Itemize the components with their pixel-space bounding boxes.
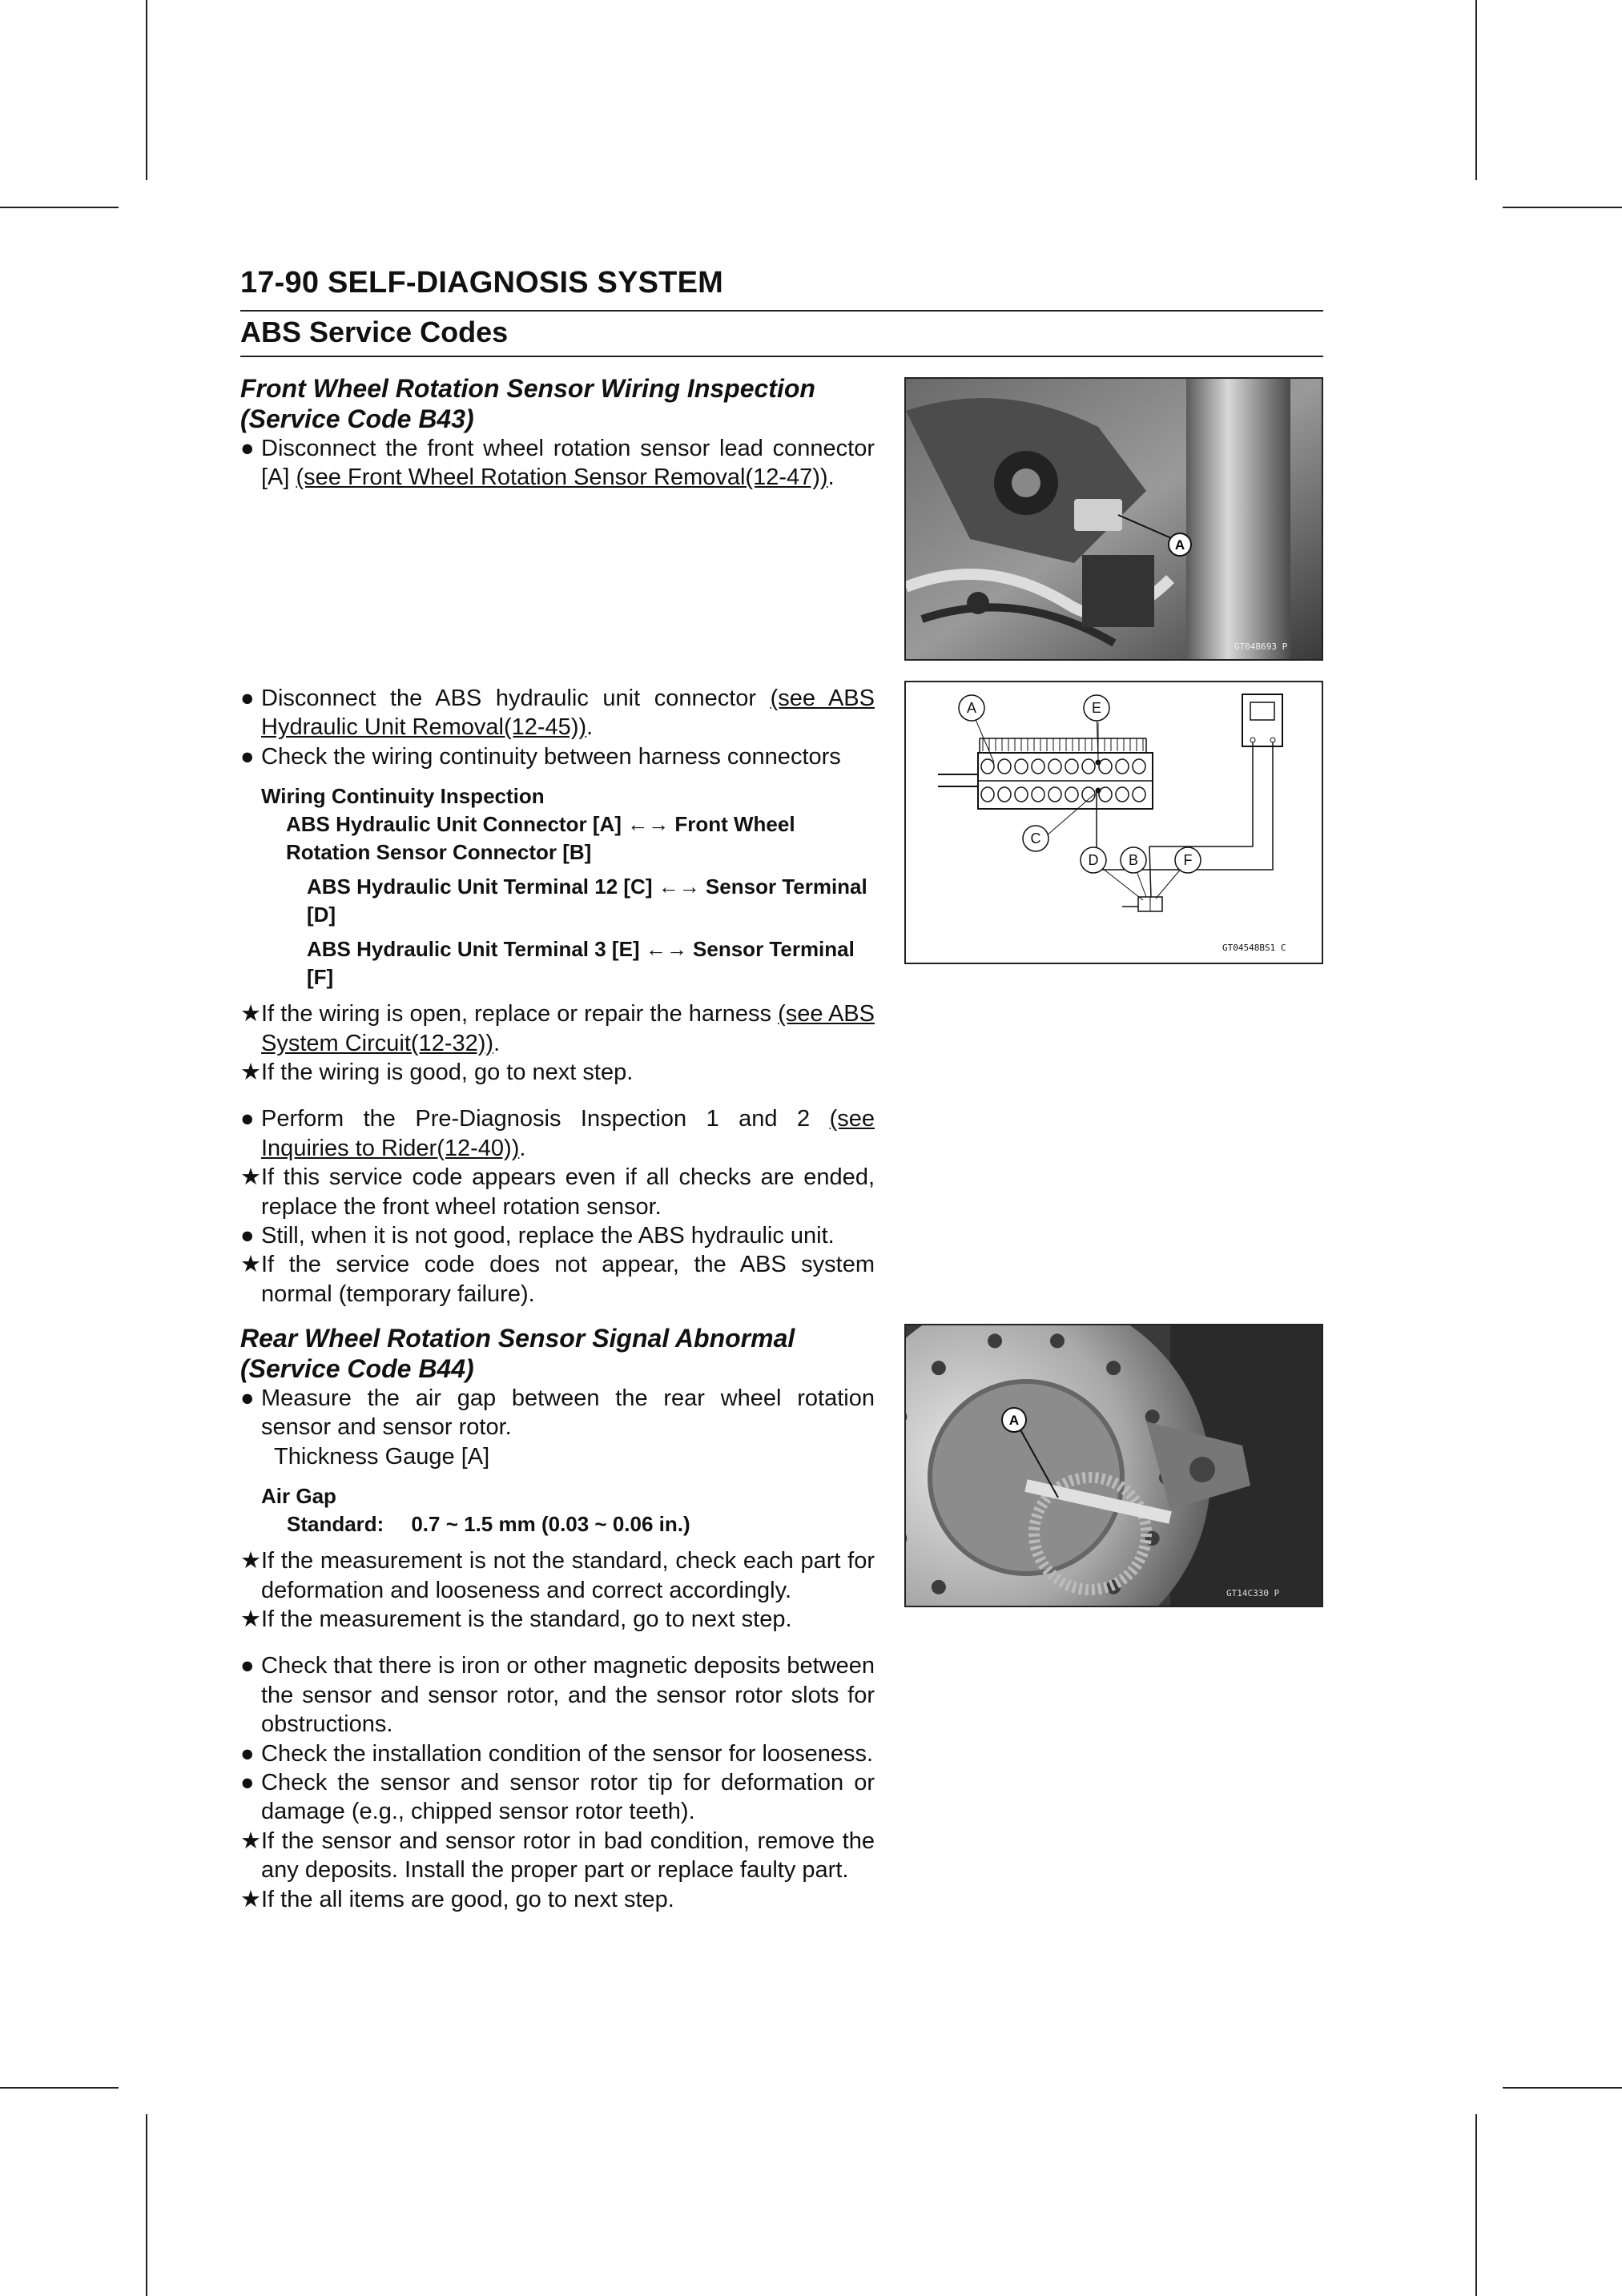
connector-pin	[1116, 759, 1129, 774]
bullet-icon: ●	[240, 1223, 255, 1249]
cross-reference-link[interactable]: (see ABS Hydraulic Unit Removal(12-45))	[261, 686, 875, 741]
connector-pin	[1133, 787, 1145, 802]
connector-pin	[998, 787, 1011, 802]
crop-mark	[1475, 2114, 1477, 2296]
callout-label: A	[1174, 537, 1185, 553]
spec-line: ABS Hydraulic Unit Terminal 3 [E] ←→ Sensor Terminal [F]	[307, 937, 855, 990]
star-icon: ★	[240, 1164, 261, 1191]
connector-pin	[1048, 759, 1061, 774]
connector-pin	[1032, 787, 1044, 802]
front-sensor-connector-photo	[904, 377, 1323, 661]
list-item: ● Disconnect the front wheel rotation sensor lead connector [A] (see Front Wheel Rotation Sensor Removal(12-47)).	[240, 436, 875, 491]
star-icon: ★	[240, 1060, 261, 1086]
crop-mark	[1503, 207, 1622, 208]
rear-sensor-air-gap-photo	[904, 1324, 1323, 1607]
connector-pin	[1015, 787, 1028, 802]
bullet-icon: ●	[240, 436, 255, 461]
cross-reference-link[interactable]: (see Front Wheel Rotation Sensor Removal(12-47))	[296, 464, 828, 491]
connector-pin	[1099, 759, 1112, 774]
spec-line: ABS Hydraulic Unit Terminal 12 [C] ←→ Sensor Terminal [D]	[307, 875, 867, 927]
crop-mark	[146, 2114, 147, 2296]
list-item: ● Measure the air gap between the rear wheel rotation sensor and sensor rotor. Thickness Gauge [A]	[240, 1384, 875, 1471]
section1-wiring	[240, 684, 875, 1309]
list-item: ★ If the measurement is the standard, go to next step.	[240, 1605, 875, 1634]
star-icon: ★	[240, 1252, 261, 1278]
connector-pin	[1065, 759, 1078, 774]
spec-line: Standard: 0.7 ~ 1.5 mm (0.03 ~ 0.06 in.)	[287, 1512, 690, 1537]
crop-mark	[1475, 0, 1477, 180]
star-icon: ★	[240, 1828, 261, 1854]
star-icon: ★	[240, 1548, 261, 1574]
spec-heading: Wiring Continuity Inspection	[261, 784, 545, 809]
callout-label: E	[1091, 700, 1102, 716]
bullet-icon: ●	[240, 686, 255, 711]
list-item: ● Still, when it is not good, replace the ABS hydraulic unit.	[240, 1221, 875, 1250]
figure-code: GT04548BS1 C	[1222, 943, 1286, 953]
spec-heading: Air Gap	[261, 1484, 336, 1509]
list-item: ● Check the sensor and sensor rotor tip for deformation or damage (e.g., chipped sensor rotor teeth).	[240, 1770, 875, 1825]
list-item: ● Perform the Pre-Diagnosis Inspection 1 and 2 (see Inquiries to Rider(12-40)).	[240, 1106, 875, 1161]
bullet-icon: ●	[240, 1385, 255, 1411]
page-title: 17-90 SELF-DIAGNOSIS SYSTEM	[240, 266, 723, 300]
figure-code: GT04B693 P	[1234, 641, 1288, 652]
list-item: ★ If the all items are good, go to next step.	[240, 1885, 875, 1914]
header-rule	[240, 356, 1323, 357]
callout-label: F	[1183, 852, 1193, 868]
header-rule	[240, 310, 1323, 312]
wiring-continuity-diagram	[904, 681, 1323, 964]
connector-pin	[1082, 759, 1095, 774]
list-item: ★ If this service code appears even if all checks are ended, replace the front wheel rotation sensor.	[240, 1164, 875, 1220]
section1-title: Front Wheel Rotation Sensor Wiring Inspection (Service Code B43)	[240, 374, 815, 433]
connector-pin	[1133, 759, 1145, 774]
star-icon: ★	[240, 1886, 261, 1912]
connector-pin	[981, 787, 994, 802]
list-item: ★ If the wiring is good, go to next step.	[240, 1058, 875, 1087]
cross-reference-link[interactable]: (see Inquiries to Rider(12-40))	[261, 1106, 875, 1161]
crop-mark	[1503, 2087, 1622, 2089]
callout-label: C	[1030, 830, 1041, 846]
connector-pin	[1116, 787, 1129, 802]
section1-intro	[240, 373, 875, 493]
list-item: ● Check that there is iron or other magnetic deposits between the sensor and sensor rotor, and the sensor rotor slots for obstructions.	[240, 1653, 875, 1738]
crop-mark	[146, 0, 147, 180]
spec-line: ABS Hydraulic Unit Connector [A] ←→ Front Wheel Rotation Sensor Connector [B]	[286, 812, 795, 865]
section2-title: Rear Wheel Rotation Sensor Signal Abnormal (Service Code B44)	[240, 1324, 795, 1383]
list-item: ● Check the installation condition of the sensor for looseness.	[240, 1739, 875, 1768]
crop-mark	[0, 2087, 119, 2089]
bullet-icon: ●	[240, 743, 255, 770]
star-icon: ★	[240, 1001, 261, 1027]
bullet-icon: ●	[240, 1740, 255, 1767]
callout-label: A	[966, 700, 977, 716]
bullet-icon: ●	[240, 1770, 255, 1796]
connector-pin	[998, 759, 1011, 774]
section2	[240, 1323, 875, 1914]
connector-pin	[1065, 787, 1078, 802]
star-icon: ★	[240, 1606, 261, 1633]
list-item: ★ If the wiring is open, replace or repair the harness (see ABS System Circuit(12-32)).	[240, 1001, 875, 1056]
list-item: ● Check the wiring continuity between harness connectors	[240, 742, 875, 771]
callout-label: D	[1088, 852, 1099, 868]
callout-label: A	[1008, 1413, 1020, 1428]
connector-pin	[1032, 759, 1044, 774]
cross-reference-link[interactable]: (see ABS System Circuit(12-32))	[261, 1001, 875, 1056]
connector-pin	[981, 759, 994, 774]
tool-name: Thickness Gauge [A]	[274, 1443, 490, 1470]
connector-pin	[1048, 787, 1061, 802]
callout-label: B	[1128, 852, 1139, 868]
bullet-icon: ●	[240, 1106, 255, 1132]
bullet-icon: ●	[240, 1653, 255, 1679]
list-item: ★ If the measurement is not the standard, check each part for deformation and looseness and correct accordingly.	[240, 1548, 875, 1603]
list-item: ★ If the service code does not appear, the ABS system normal (temporary failure).	[240, 1252, 875, 1307]
list-item: ● Disconnect the ABS hydraulic unit connector (see ABS Hydraulic Unit Removal(12-45)).	[240, 686, 875, 741]
list-item: ★ If the sensor and sensor rotor in bad condition, remove the any deposits. Install the proper part or replace faulty part.	[240, 1828, 875, 1884]
crop-mark	[0, 207, 119, 208]
connector-pin	[1015, 759, 1028, 774]
figure-code: GT14C330 P	[1226, 1588, 1280, 1598]
connector-pin	[1099, 787, 1112, 802]
section-heading: ABS Service Codes	[240, 316, 509, 348]
